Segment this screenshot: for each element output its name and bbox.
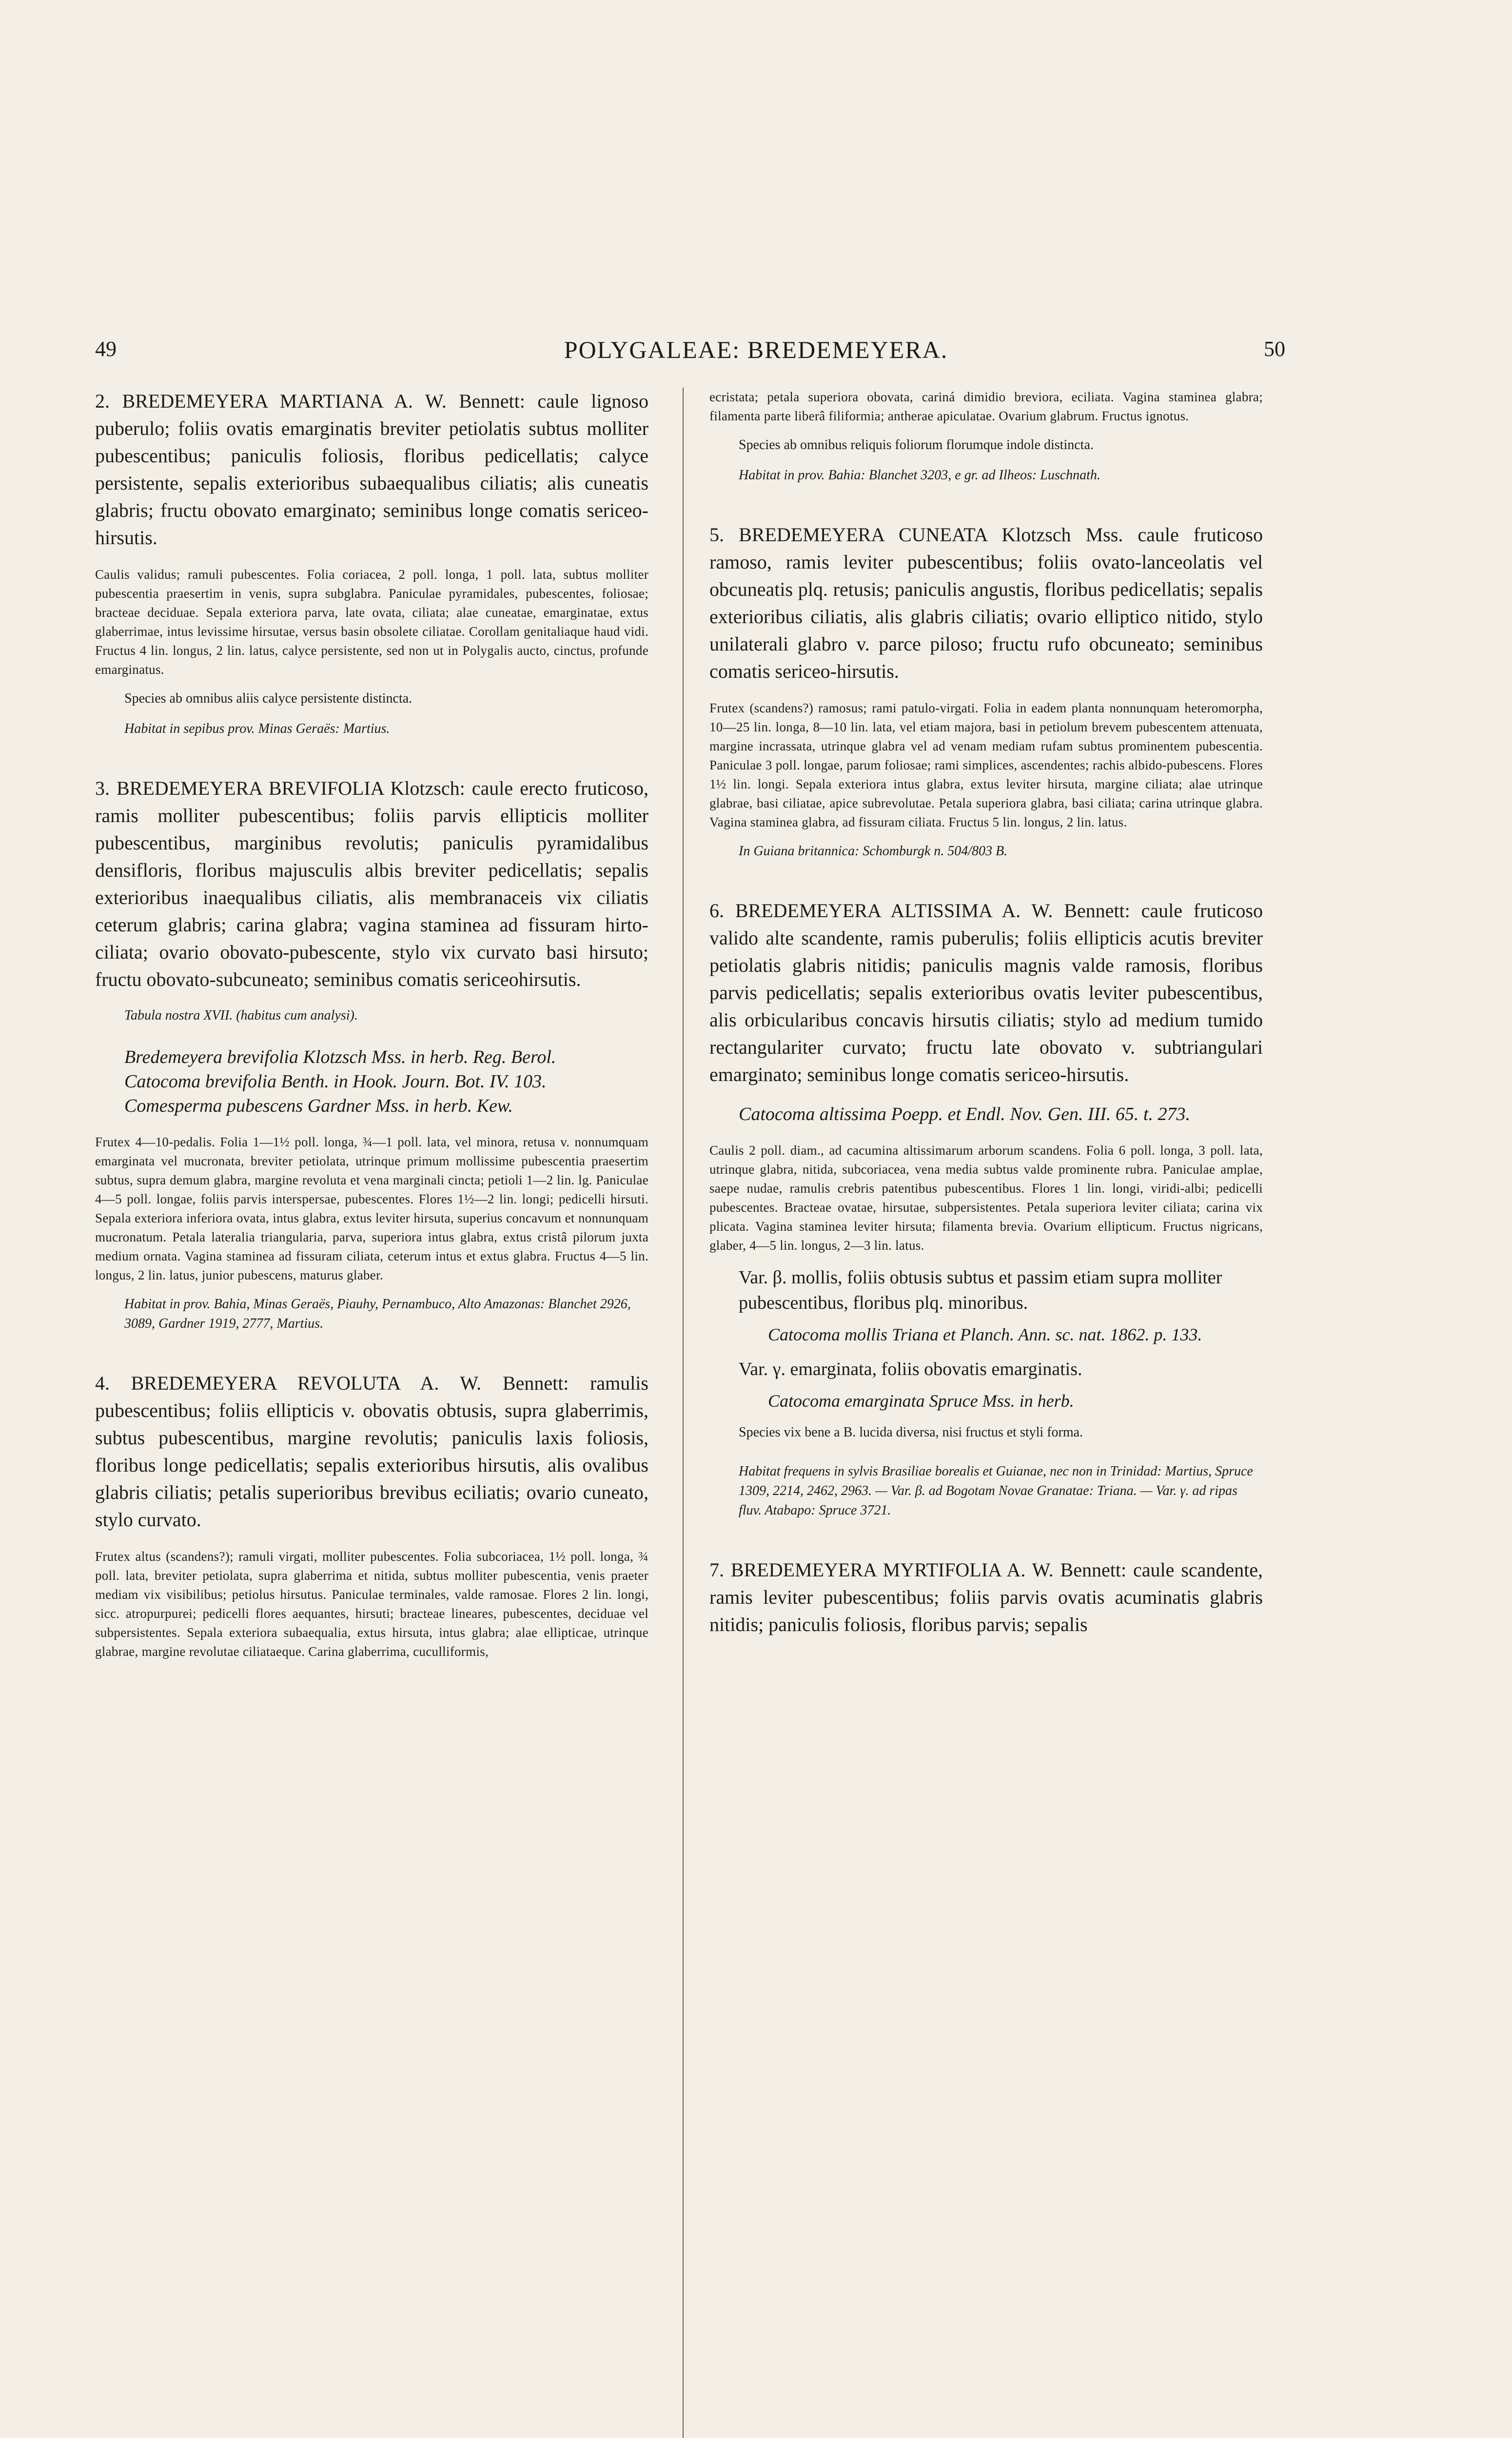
habitat: Habitat in prov. Bahia, Minas Geraës, Piauhy, Pernambuco, Alto Amazonas: Blanchet 2926, 3089, Gardner 1919, 2777, Martius. bbox=[124, 1297, 631, 1331]
page-number-right: 50 bbox=[1264, 337, 1285, 361]
plate-reference: Tabula nostra XVII. (habitus cum analysi). bbox=[124, 1008, 358, 1023]
species-diagnosis: 3. BREDEMEYERA BREVIFOLIA Klotzsch: caule erecto fruticoso, ramis molliter pubescentibus; foliis parvis ellipticis molliter pubescentibus, marginibus revolutis; paniculis pyramidalibus densifloris, floribus majusculis albis breviter pedicellatis; sepalis exterioribus inaequalibus ciliatis, alis membranaceis vix ciliatis ceterum glabris; carina glabra; vagina staminea ad fissuram hirto-ciliata; ovario obovato-pubescente, stylo vix curvato basi hirsuto; fructu obovato-subcuneato; seminibus comatis sericeohirsutis. bbox=[95, 777, 648, 990]
synonym: Catocoma brevifolia Benth. in Hook. Journ. Bot. IV. 103. bbox=[124, 1071, 547, 1092]
species-diagnosis: 2. BREDEMEYERA MARTIANA A. W. Bennett: caule lignoso puberulo; foliis ovatis emarginatis breviter petiolatis subtus molliter pubescentibus; paniculis foliosis, floribus pedicellatis; calyce persistente, sepalis exterioribus subaequalibus ciliatis; alis cuneatis glabris; fructu obovato emarginato; seminibus longe comatis sericeo-hirsutis. bbox=[95, 390, 648, 549]
running-head: POLYGALEAE: BREDEMEYERA. bbox=[564, 336, 948, 363]
species-diagnosis: 4. BREDEMEYERA REVOLUTA A. W. Bennett: ramulis pubescentibus; foliis ellipticis v. obovatis obtusis, supra glaberrimis, subtus pubescentibus, margine revolutis; paniculis laxis foliosis, floribus longe pedicellatis; sepalis exterioribus hirsutis, alis ovalibus glabris ciliatis; petalis superioribus brevibus eciliatis; ovario cuneato, stylo curvato. bbox=[95, 1372, 648, 1531]
species-entry-revoluta bbox=[95, 1370, 648, 1661]
species-note: Species ab omnibus reliquis foliorum florumque indole distincta. bbox=[739, 437, 1094, 452]
species-description: Frutex (scandens?) ramosus; rami patulo-virgati. Folia in eadem planta nonnunquam heteromorpha, 10—25 lin. longa, 8—10 lin. lata, vel etiam majora, basi in petiolum brevem pubescentem attenuata, margine incrassata, utrinque glabra vel ad venam mediam rufam subtus prominentem pubescentia. Paniculae 3 poll. longae, parum foliosae; rami simplices, ascendentes; rachis albido-pubescens. Flores 1½ lin. longi. Sepala exteriora intus glabra, extus leviter hirsuta, margine ciliata; alae utrinque glabrae, basi ciliatae, apice subrevolutae. Petala superiora glabra, basi ciliata; carina utrinque glabra. Vagina staminea glabra, ad fissuram ciliata. Fructus 5 lin. longus, 2 lin. latus. bbox=[709, 701, 1263, 829]
species-entry-revoluta-continued bbox=[709, 388, 1263, 485]
species-entry-altissima bbox=[709, 897, 1263, 1520]
habitat: Habitat in sepibus prov. Minas Geraës: Martius. bbox=[124, 721, 390, 736]
right-column bbox=[709, 388, 1263, 1652]
synonym: Bredemeyera brevifolia Klotzsch Mss. in herb. Reg. Berol. bbox=[124, 1047, 556, 1067]
variety-gamma-synonym: Catocoma emarginata Spruce Mss. in herb. bbox=[768, 1391, 1074, 1411]
left-column bbox=[95, 388, 648, 1671]
page-number-left: 49 bbox=[95, 337, 117, 361]
synonym: Comesperma pubescens Gardner Mss. in herb. Kew. bbox=[124, 1096, 513, 1116]
species-description: Frutex 4—10-pedalis. Folia 1—1½ poll. longa, ¾—1 poll. lata, vel minora, retusa v. nonnumquam emarginata vel mucronata, breviter petiolata, utrinque primum mollissime pubescentia praesertim subtus, supra demum glabra, margine revoluta et vena marginali cincta; petioli 1—2 lin. lg. Paniculae 4—5 poll. longae, foliis parvis interspersae, pubescentes. Flores 1½—2 lin. longi; pedicelli hirsuti. Sepala exteriora inferiora ovata, intus glabra, extus leviter hirsuta, superius concavum et nonnunquam mucronatum. Petala lateralia triangularia, parva, superiora intus glabra, extus cristâ pilorum juxta medium ornata. Vagina staminea ad fissuram ciliata, ceterum intus et extus glabra. Fructus 4—5 lin. longus, 2 lin. latus, junior pubescens, maturus glaber. bbox=[95, 1135, 648, 1282]
species-note: Species vix bene a B. lucida diversa, nisi fructus et styli forma. bbox=[739, 1425, 1083, 1440]
species-entry-brevifolia bbox=[95, 775, 648, 1334]
species-note: Species ab omnibus aliis calyce persistente distincta. bbox=[124, 691, 412, 706]
variety-beta-synonym: Catocoma mollis Triana et Planch. Ann. sc. nat. 1862. p. 133. bbox=[768, 1325, 1202, 1344]
synonymy bbox=[95, 1045, 648, 1118]
species-description: Frutex altus (scandens?); ramuli virgati, molliter pubescentes. Folia subcoriacea, 1½ poll. longa, ¾ poll. lata, breviter petiolata, supra glaberrima et nitida, subtus molliter pubescentia, venis praeter mediam vix visibilibus; petiolus hirsutus. Paniculae terminales, valde ramosae. Flores 2 lin. longi, sicc. atropurpurei; pedicelli flores aequantes, hirsuti; bracteae lineares, pubescentes, deciduae vel subpersistentes. Sepala exteriora subaequalia, extus hirsuta, intus glabra; alae ellipticae, utrinque glabrae, margine revolutae ciliataeque. Carina glaberrima, cuculliformis, bbox=[95, 1549, 648, 1659]
species-diagnosis: 7. BREDEMEYERA MYRTIFOLIA A. W. Bennett: caule scandente, ramis leviter pubescentibus; foliis parvis ovatis acuminatis glabris nitidis; paniculis foliosis, floribus parvis; sepalis bbox=[709, 1559, 1263, 1635]
species-entry-martiana bbox=[95, 388, 648, 739]
habitat: Habitat in prov. Bahia: Blanchet 3203, e gr. ad Ilheos: Luschnath. bbox=[739, 468, 1100, 483]
variety-beta: Var. β. mollis, foliis obtusis subtus et passim etiam supra molliter pubescentibus, floribus plq. minoribus. bbox=[739, 1267, 1222, 1313]
species-description: Caulis validus; ramuli pubescentes. Folia coriacea, 2 poll. longa, 1 poll. lata, subtus molliter pubescentia praesertim in venis, supra subglabra. Paniculae pyramidales, pubescentes, foliosae; bracteae deciduae. Sepala exteriora parva, late ovata, ciliata; alae cuneatae, emarginatae, extus glaberrimae, intus levissime hirsutae, versus basin obsolete ciliatae. Corollam genitaliaque haud vidi. Fructus 4 lin. longus, 2 lin. latus, calyce persistente, sed non ut in Polygalis aucto, cinctus, profunde emarginatus. bbox=[95, 567, 648, 677]
synonym: Catocoma altissima Poepp. et Endl. Nov. Gen. III. 65. t. 273. bbox=[739, 1104, 1190, 1124]
habitat: In Guiana britannica: Schomburgk n. 504/803 B. bbox=[739, 844, 1008, 859]
species-entry-cuneata bbox=[709, 521, 1263, 861]
habitat: Habitat frequens in sylvis Brasiliae borealis et Guianae, nec non in Trinidad: Martius, Spruce 1309, 2214, 2462, 2963. — Var. β. ad Bogotam Novae Granatae: Triana. — Var. γ. ad ripas fluv. Atabapo: Spruce 3721. bbox=[739, 1464, 1253, 1518]
species-diagnosis: 5. BREDEMEYERA CUNEATA Klotzsch Mss. caule fruticoso ramoso, ramis leviter pubescentibus; foliis ovato-lanceolatis vel obcuneatis plq. retusis; paniculis angustis, floribus pedicellatis; sepalis exterioribus ciliatis, alis glabris ciliatis; ovario elliptico nitido, stylo unilaterali glabro v. parce piloso; fructu rufo obcuneato; seminibus comatis sericeo-hirsutis. bbox=[709, 524, 1263, 682]
species-entry-myrtifolia bbox=[709, 1556, 1263, 1638]
species-diagnosis: 6. BREDEMEYERA ALTISSIMA A. W. Bennett: caule fruticoso valido alte scandente, ramis puberulis; foliis ellipticis acutis breviter petiolatis glabris nitidis; paniculis magnis valde ramosis, floribus parvis pedicellatis; sepalis exterioribus ovatis leviter pubescentibus, alis orbicularibus concavis hirsutis ciliatis; stylo ad medium tumido rectangulariter curvato; fructu late obovato v. subtriangulari emarginato; seminibus longe comatis sericeo-hirsutis. bbox=[709, 900, 1263, 1085]
species-description: ecristata; petala superiora obovata, cariná dimidio breviora, eciliata. Vagina staminea glabra; filamenta parte liberâ filiformia; antherae apiculatae. Ovarium glabrum. Fructus ignotus. bbox=[709, 390, 1263, 423]
species-description: Caulis 2 poll. diam., ad cacumina altissimarum arborum scandens. Folia 6 poll. longa, 3 poll. lata, utrinque glabra, nitida, subcoriacea, vena media subtus valde prominente rubra. Paniculae amplae, saepe nudae, ramulis crebris patentibus pubescentibus. Flores 1 lin. longi, viridi-albi; pedicelli pubescentes. Bracteae ovatae, hirsutae, subpersistentes. Petala superiora leviter ciliata; carina vix plicata. Vagina staminea leviter hirsuta; filamenta brevia. Ovarium ellipticum. Fructus nigricans, glaber, 4—5 lin. longus, 2—3 lin. latus. bbox=[709, 1143, 1263, 1253]
variety-gamma: Var. γ. emarginata, foliis obovatis emarginatis. bbox=[739, 1359, 1082, 1379]
column-rule bbox=[683, 388, 684, 2438]
